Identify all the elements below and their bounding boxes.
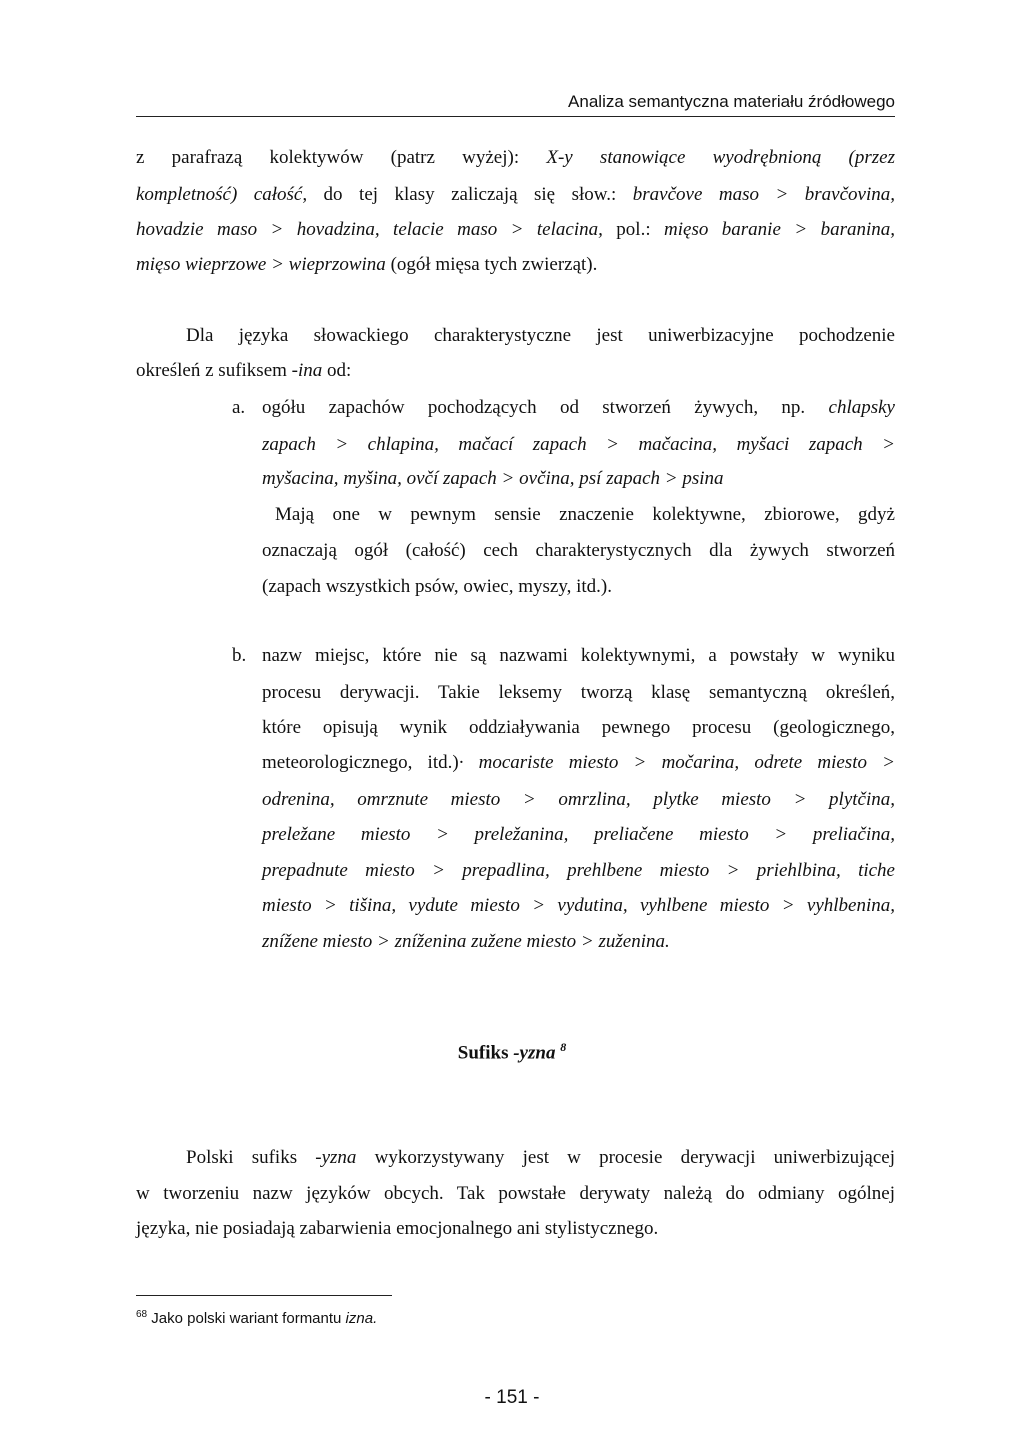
item-b-line5: odrenina, omrznute miesto > omrzlina, plytke miesto > plytčina, (262, 789, 895, 810)
para1-line4: mięso wieprzowe > wieprzowina (ogół mięsa tych zwierząt). (136, 254, 598, 275)
para1-line1: z parafrazą kolektywów (patrz wyżej): X-y stanowiące wyodrębnioną (przez (136, 147, 895, 168)
page-number: - 151 - (484, 1387, 540, 1408)
footnote-ref: 8 (560, 1040, 567, 1054)
item-a-line1: ogółu zapachów pochodzących od stworzeń żywych, np. chlapsky (262, 397, 895, 418)
footnote: $^{68}$ Jako polski wariant formantu izna. (136, 1309, 378, 1327)
item-a-marker: a. (232, 397, 246, 418)
para2-line1: Dla języka słowackiego charakterystyczne jest uniwerbizacyjne pochodzenie (186, 325, 895, 346)
item-a-line3: myšacina, myšina, ovčí zapach > ovčina, psí zapach > psina (262, 468, 724, 489)
item-b-line8: miesto > tišina, vydute miesto > vydutina, vyhlbene miesto > vyhlbenina, (262, 895, 895, 916)
running-title: Analiza semantyczna materiału źródłowego (568, 92, 895, 111)
para1-line3: hovadzie maso > hovadzina, telacie maso > telacina, pol.: mięso baranie > baranina, (136, 219, 895, 240)
running-header (136, 92, 895, 117)
para1-line2: kompletność) całość, do tej klasy zaliczają się słow.: bravčove maso > bravčovina, (136, 184, 895, 205)
item-b-line1: nazw miejsc, które nie są nazwami kolektywnymi, a powstały w wyniku (262, 645, 895, 666)
item-b-line4: meteorologicznego, itd.)· mocariste miesto > močarina, odrete miesto > (262, 752, 895, 773)
footnote-divider (136, 1295, 392, 1296)
item-b-marker: b. (232, 645, 247, 666)
item-a-line2: zapach > chlapina, mačací zapach > mačacina, myšaci zapach > (262, 434, 895, 455)
para3-line2: w tworzeniu nazw języków obcych. Tak powstałe derywaty należą do odmiany ogólnej (136, 1183, 895, 1204)
item-a-line6: (zapach wszystkich psów, owiec, myszy, itd.). (262, 576, 612, 597)
item-b-line9: znížene miesto > zníženina zužene miesto > zuženina. (262, 931, 670, 952)
item-b-line6: preležane miesto > preležanina, preliačene miesto > preliačina, (262, 824, 895, 845)
section-heading: Sufiks -yzna $^8$ (457, 1040, 567, 1064)
item-a-line4: Mają one w pewnym sensie znaczenie kolektywne, zbiorowe, gdyż (275, 504, 895, 525)
item-b-line7: prepadnute miesto > prepadlina, prehlbene miesto > priehlbina, tiche (262, 860, 895, 881)
para2-line2: określeń z sufiksem -ina od: (136, 360, 352, 381)
item-b-line2: procesu derywacji. Takie leksemy tworzą klasę semantyczną określeń, (262, 682, 895, 703)
item-b-line3: które opisują wynik oddziaływania pewnego procesu (geologicznego, (262, 717, 895, 738)
item-a-line5: oznaczają ogół (całość) cech charakterystycznych dla żywych stworzeń (262, 540, 895, 561)
para3-line3: języka, nie posiadają zabarwienia emocjonalnego ani stylistycznego. (136, 1218, 659, 1239)
para3-line1: Polski sufiks -yzna wykorzystywany jest w procesie derywacji uniwerbizującej (186, 1147, 895, 1168)
